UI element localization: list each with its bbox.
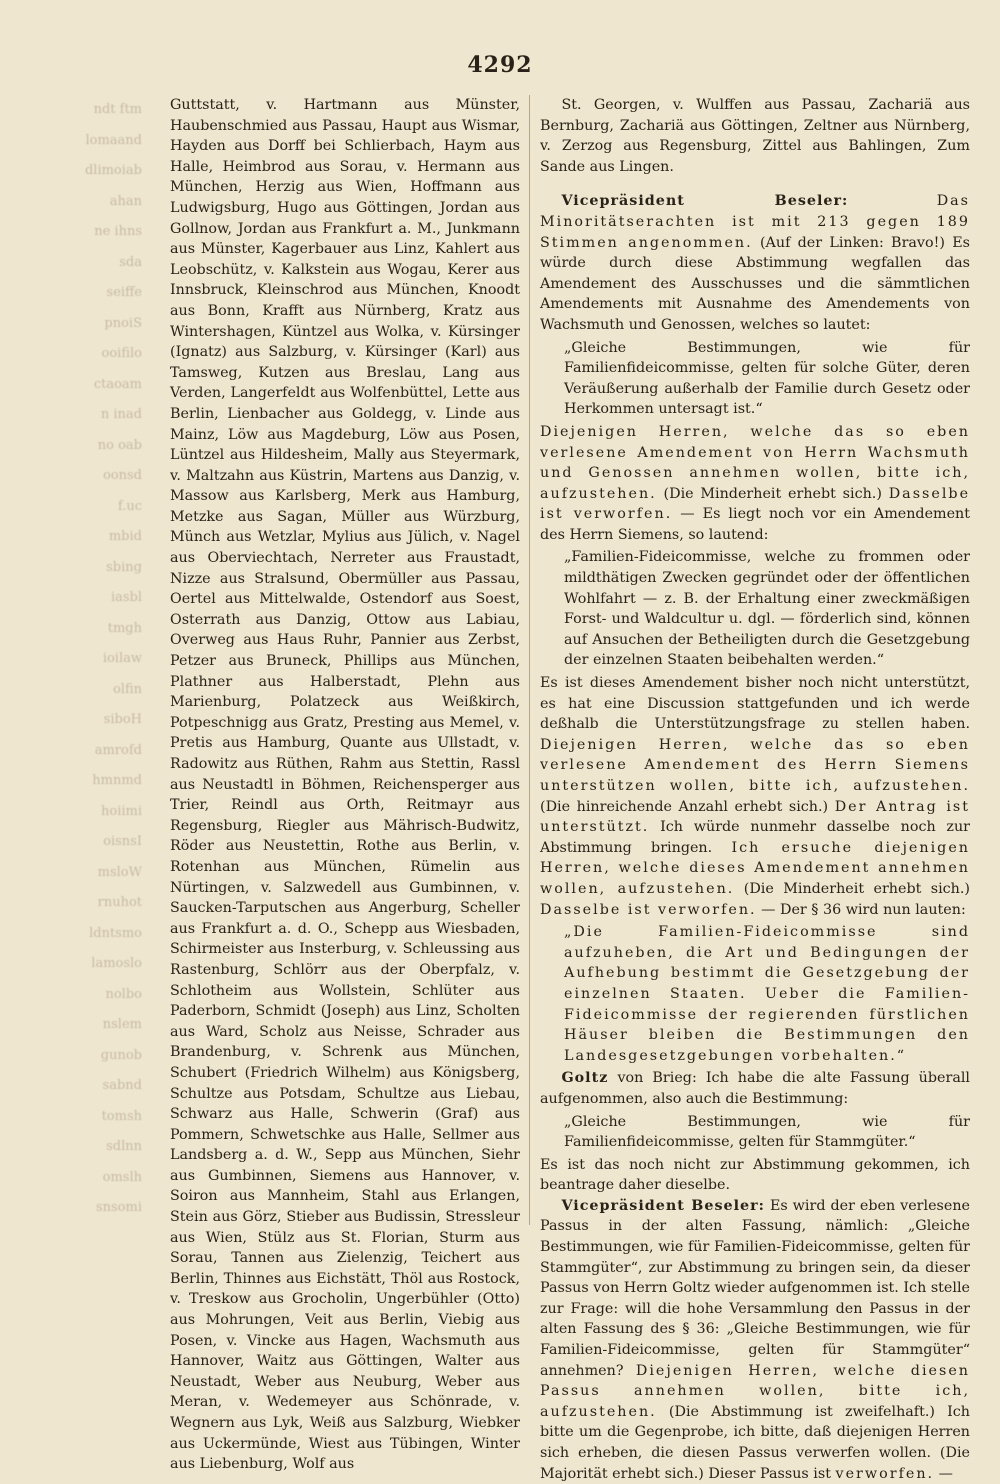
paragraph xyxy=(540,422,970,546)
bleed-line: sbing xyxy=(106,559,142,575)
bleed-line: gunob xyxy=(100,1047,142,1063)
bleed-line: amrofd xyxy=(94,742,142,758)
spaced-text: Dasselbe ist verworfen. xyxy=(540,901,757,918)
bleed-line: oisnsI xyxy=(103,834,142,849)
bleed-line: sabnd xyxy=(102,1078,142,1093)
bleed-through-margin xyxy=(0,95,150,1225)
bleed-line: ooifilo xyxy=(101,346,142,361)
quoted-amendment: „Familien-Fideicommisse, welche zu frommen oder mildthätigen Zwecken gegründet oder der öffentlichen Wohlfahrt — z. B. der Erhaltung einer zweckmäßigen Forst- und Waldcultur u. dgl. — förderlich sind, können auf Ansuchen der Betheiligten durch die Gesetzgebung der einzelnen Staaten beibehalten werden.“ xyxy=(564,549,970,669)
paragraph xyxy=(540,673,970,920)
bleed-line: sda xyxy=(119,254,142,270)
bleed-line: no oab xyxy=(97,437,142,453)
bleed-line: tmgh xyxy=(107,620,142,636)
quoted-amendment: „Gleiche Bestimmungen, wie für Familienfideicommisse, gelten für solche Güter, deren Veräußerung außerhalb der Familie durch Gesetz oder Herkommen untersagt ist.“ xyxy=(564,339,970,418)
bleed-line: hmnmd xyxy=(92,773,142,788)
speaker-name: Goltz xyxy=(561,1070,609,1087)
bleed-line: tomsh xyxy=(101,1108,142,1124)
bleed-line: pnoiS xyxy=(104,315,142,331)
paragraph: Es ist das noch nicht zur Abstimmung gekommen, ich beantrage daher dieselbe. xyxy=(540,1156,970,1194)
bleed-line: snsomi xyxy=(95,1200,142,1215)
bleed-line: olfin xyxy=(112,681,142,697)
bleed-line: hoiimi xyxy=(101,803,142,819)
spaced-text: Diejenigen Herren, welche das so eben verlesene Amendement des Herrn Siemens unterstützen wollen, bitte ich, aufzustehen. xyxy=(540,736,970,794)
text: — xyxy=(938,1465,953,1482)
bleed-line: mbid xyxy=(108,529,142,544)
bleed-line: f.uc xyxy=(117,498,142,514)
spaced-text: Dasselbe ist verworfen. xyxy=(540,485,971,523)
bleed-line: nslem xyxy=(102,1017,142,1032)
text: (Die hinreichende Anzahl erhebt sich.) xyxy=(540,798,829,815)
bleed-line: ioilaw xyxy=(102,651,142,666)
text: — Der § 36 wird nun lauten: xyxy=(761,901,966,918)
bleed-line: msloW xyxy=(97,864,142,880)
bleed-line: oonsd xyxy=(102,468,142,483)
bleed-line: lomaand xyxy=(85,132,142,148)
spaced-text: Diejenigen Herren, welche das so eben verlesene Amendement von Herrn Wachsmuth und Genossen annehmen wollen, bitte ich, aufzustehen. xyxy=(540,423,970,502)
member-list-end: St. Georgen, v. Wulffen aus Passau, Zachariä aus Bernburg, Zachariä aus Göttingen, Zeltner aus Nürnberg, v. Zerzog aus Regensburg, Zittel aus Bahlingen, Zum Sande aus Lingen. xyxy=(540,97,970,175)
bleed-line: ndt ftm xyxy=(93,102,142,117)
bleed-line: ldntsmo xyxy=(89,925,142,941)
bleed-line: seiffe xyxy=(106,285,142,300)
text: (Die Minderheit erhebt sich.) xyxy=(663,485,882,502)
right-column xyxy=(540,95,971,1482)
spaced-text: verworfen. xyxy=(835,1465,935,1482)
spaced-text: Ich ersuche diejenigen Herren, welche dieses Amendement annehmen wollen, aufzustehen. xyxy=(540,839,970,897)
text: — Es liegt noch vor ein Amendement des Herrn Siemens, so lautend: xyxy=(540,506,971,543)
bleed-line: rnuhot xyxy=(97,895,142,910)
page-number: 4292 xyxy=(467,52,533,78)
bleed-line: ctaoam xyxy=(93,376,142,392)
bleed-line: n inad xyxy=(100,407,142,422)
column-rule xyxy=(529,95,530,1225)
speaker-name: Vicepräsident Beseler: xyxy=(561,1197,765,1214)
paragraph xyxy=(540,1196,970,1484)
spaced-text: Diejenigen Herren, welche diesen Passus annehmen wollen, bitte ich, aufzustehen. xyxy=(540,1362,970,1420)
text: (Auf der Linken: Bravo!) Es würde durch diese Abstimmung wegfallen das Amendement des Ausschusses und die sämmtlichen Amendements mit Ausnahme des Amendements von Wachsmuth und Genossen, welches so lautet: xyxy=(540,234,970,333)
bleed-line: sdlnn xyxy=(106,1139,142,1154)
text: Es wird der eben verlesene Passus in der alten Fassung, nämlich: „Gleiche Bestimmungen, wie für Familien-Fideicommisse, gelten für Stammgüter“, zur Abstimmung zu bringen sein, da dieser Passus von Herrn Goltz wieder aufgenommen ist. Ich stelle zur Frage: will die hohe Versammlung den Passus in der alten Fassung des § 36: „Gleiche Bestimmungen, wie für Familien-Fideicommisse, gelten für Stammgüter“ annehmen? xyxy=(540,1197,971,1379)
paragraph xyxy=(540,191,970,335)
bleed-line: ne ihns xyxy=(94,224,142,239)
bleed-line: omslh xyxy=(102,1169,142,1185)
text: (Die Minderheit erhebt sich.) xyxy=(743,880,970,897)
bleed-line: ahan xyxy=(109,193,142,209)
text: (Die Abstimmung ist zweifelhaft.) Ich bitte um die Gegenprobe, ich bitte, daß diejenigen Herren sich erheben, die diesen Passus verwerfen wollen. (Die Majorität erhebt sich.) Dieser Passus ist xyxy=(540,1403,970,1482)
bleed-line: lamoslo xyxy=(91,956,142,971)
text: von Brieg: Ich habe die alte Fassung überall aufgenommen, also auch die Bestimmung: xyxy=(540,1070,971,1107)
quoted-article: „Die Familien-Fideicommisse sind aufzuheben, die Art und Bedingungen der Aufhebung bestimmt die Gesetzgebung der einzelnen Staaten. Ueber die Familien-Fideicommisse der regierenden fürstlichen Häuser bleiben die Bestimmungen den Landesgesetzgebungen vorbehalten.“ xyxy=(564,924,970,1064)
spaced-text: Das Minoritätserachten ist mit 213 gegen 189 Stimmen angenommen. xyxy=(540,193,971,251)
left-column xyxy=(170,95,520,1473)
paragraph xyxy=(540,1068,970,1109)
bleed-line: nolbo xyxy=(105,986,142,1002)
bleed-line: iasbl xyxy=(110,590,142,605)
speaker-name: Vicepräsident Beseler: xyxy=(561,193,849,210)
spaced-text: Der Antrag ist unterstützt. xyxy=(540,798,970,836)
text: Ich würde nunmehr dasselbe noch zur Abstimmung bringen. xyxy=(540,819,971,856)
member-list: Guttstatt, v. Hartmann aus Münster, Haubenschmied aus Passau, Haupt aus Wismar, Hayden aus Dorff bei Schlierbach, Haym aus Halle, Heimbrod aus Sorau, v. Hermann aus München, Herzig aus Wien, Hoffmann aus Ludwigsburg, Hugo aus Göttingen, Jordan aus Gollnow, Jordan aus Frankfurt a. M., Junkmann aus Münster, Kagerbauer aus Linz, Kahlert aus Leobschütz, v. Kalkstein aus Wogau, Kerer aus Innsbruck, Kleinschrod aus München, Knoodt aus Bonn, Krafft aus Nürnberg, Kratz aus Wintershagen, Küntzel aus Wolka, v. Kürsinger (Ignatz) aus Salzburg, v. Kürsinger (Karl) aus Tamsweg, Kutzen aus Breslau, Lang aus Verden, Langerfeldt aus Wolfenbüttel, Lette aus Berlin, Lienbacher aus Goldegg, v. Linde aus Mainz, Löw aus Magdeburg, Löw aus Posen, Lüntzel aus Hildesheim, Mally aus Steyermark, v. Maltzahn aus Küstrin, Martens aus Danzig, v. Massow aus Karlsberg, Merk aus Hamburg, Metzke aus Sagan, Müller aus Würzburg, Münch aus Wetzlar, Mylius aus Jülich, v. Nagel aus Oberviechtach, Nerreter aus Fraustadt, Nizze aus Stralsund, Obermüller aus Passau, Oertel aus Mittelwalde, Ostendorf aus Soest, Osterrath aus Danzig, Ottow aus Labiau, Overweg aus Haus Ruhr, Pannier aus Zerbst, Petzer aus Bruneck, Phillips aus München, Plathner aus Halberstadt, Plehn aus Marienburg, Polatzeck aus Weißkirch, Potpeschnigg aus Gratz, Presting aus Memel, v. Pretis aus Hamburg, Quante aus Ullstadt, v. Radowitz aus Rüthen, Rahm aus Stettin, Rassl aus Neustadtl in Böhmen, Reichensperger aus Trier, Reindl aus Orth, Reitmayr aus Regensburg, Riegler aus Mährisch-Budwitz, Röder aus Neustettin, Rothe aus Berlin, v. Rotenhan aus München, Rümelin aus Nürtingen, v. Salzwedell aus Gumbinnen, v. Saucken-Tarputschen aus Angerburg, Scheller aus Frankfurt a. d. O., Schepp aus Wiesbaden, Schirmeister aus Insterburg, v. Schleussing aus Rastenburg, Schlörr aus der Oberpfalz, v. Schlotheim aus Wollstein, Schlüter aus Paderborn, Schmidt (Joseph) aus Linz, Scholten aus Ward, Scholz aus Neisse, Schrader aus Brandenburg, v. Schrenk aus München, Schubert (Friedrich Wilhelm) aus Königsberg, Schultze aus Potsdam, Schultze aus Liebau, Schwarz aus Halle, Schwerin (Graf) aus Pommern, Schwetschke aus Halle, Sellmer aus Landsberg a. d. W., Sepp aus München, Siehr aus Gumbinnen, Siemens aus Hannover, v. Soiron aus Mannheim, Stahl aus Erlangen, Stein aus Görz, Stieber aus Budissin, Stressleur aus Wien, Stülz aus St. Florian, Sturm aus Sorau, Tannen aus Zielenzig, Teichert aus Berlin, Thinnes aus Eichstätt, Thöl aus Rostock, v. Treskow aus Grocholin, Ungerbühler (Otto) aus Mohrungen, Veit aus Berlin, Viebig aus Posen, v. Vincke aus Hagen, Wachsmuth aus Hannover, Waitz aus Göttingen, Walter aus Neustadt, Weber aus Neuburg, Weber aus Meran, v. Wedemeyer aus Schönrade, v. Wegnern aus Lyk, Weiß aus Salzburg, Wiebker aus Uckermünde, Wiest aus Tübingen, Winter aus Liebenburg, Wolf aus xyxy=(170,97,520,1473)
bleed-line: siboH xyxy=(103,712,142,727)
bleed-line: dlimoiab xyxy=(84,163,142,178)
text: Es ist dieses Amendement bisher noch nicht unterstützt, es hat eine Discussion stattgefunden und ich werde deßhalb die Unterstützungsfrage zu stellen haben. xyxy=(540,675,970,733)
quoted-provision: „Gleiche Bestimmungen, wie für Familienfideicommisse, gelten für Stammgüter.“ xyxy=(564,1113,970,1151)
